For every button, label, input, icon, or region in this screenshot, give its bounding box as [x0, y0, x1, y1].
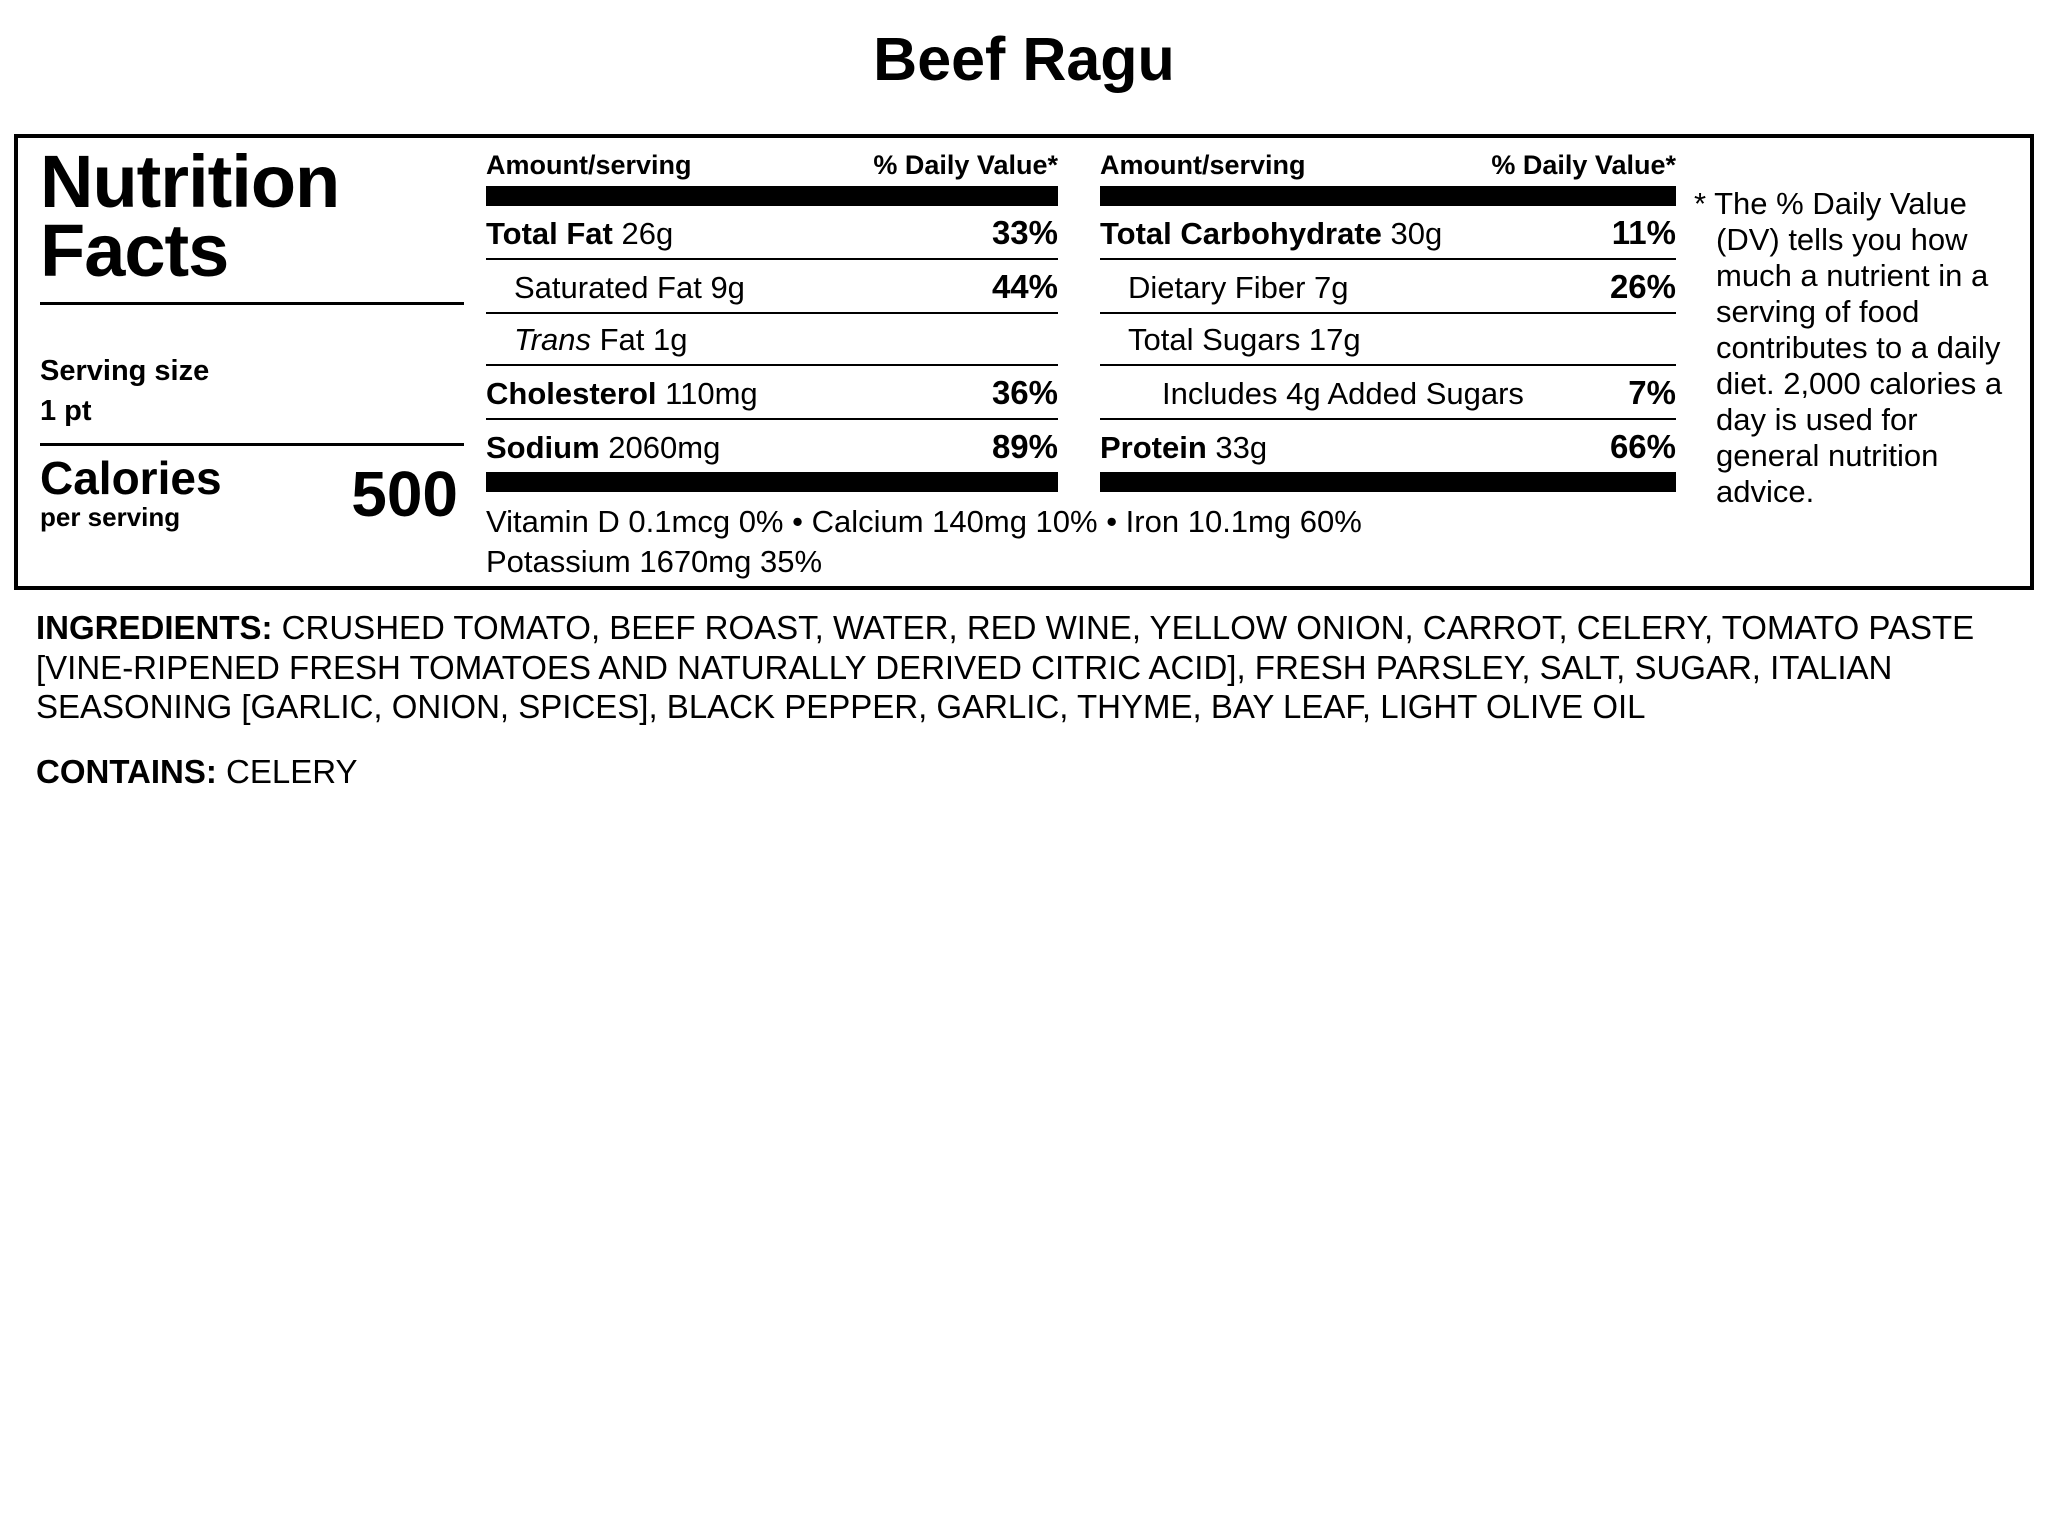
nutrient-name: Total Sugars 17g	[1128, 322, 1361, 358]
nutrient-name: Cholesterol 110mg	[486, 376, 758, 412]
column-header	[1100, 142, 1676, 181]
column-header	[486, 142, 1058, 181]
micronutrients	[486, 502, 1676, 581]
divider	[40, 443, 464, 446]
nutrition-facts-summary	[40, 142, 464, 582]
nutrient-name: Saturated Fat 9g	[514, 270, 745, 306]
thick-divider-bar	[1100, 186, 1676, 206]
nutrient-row	[1100, 420, 1676, 472]
nutrient-name: Total Fat 26g	[486, 216, 674, 252]
ingredients-text: CRUSHED TOMATO, BEEF ROAST, WATER, RED WINE, YELLOW ONION, CARROT, CELERY, TOMATO PASTE [VINE-RIPENED FRESH TOMATOES AND NATURALLY DERIVED CITRIC ACID], FRESH PARSLEY, SALT, SUGAR, ITALIAN SEASONING [GARLIC, ONION, SPICES], BLACK PEPPER, GARLIC, THYME, BAY LEAF, LIGHT OLIVE OIL	[36, 609, 1975, 726]
nutrient-daily-value: 33%	[991, 214, 1058, 252]
nutrient-name: Dietary Fiber 7g	[1128, 270, 1349, 306]
amount-serving-header: Amount/serving	[486, 150, 692, 181]
nutrition-facts-panel	[14, 134, 2034, 590]
nutrient-name: Sodium 2060mg	[486, 430, 721, 466]
contains-label: CONTAINS:	[36, 752, 217, 790]
nutrient-columns	[486, 142, 1676, 492]
micronutrients-line-1: Vitamin D 0.1mcg 0% • Calcium 140mg 10% • Iron 10.1mg 60%	[486, 504, 1362, 540]
nutrient-row	[486, 366, 1058, 420]
nutrient-name: Protein 33g	[1100, 430, 1268, 466]
nutrition-facts-heading: Nutrition Facts	[40, 140, 340, 292]
product-title: Beef Ragu	[873, 25, 1175, 93]
nutrient-column-1	[486, 142, 1058, 492]
nutrient-row	[486, 314, 1058, 366]
nutrient-rows	[486, 206, 1058, 472]
calories-label: Calories	[40, 451, 222, 504]
serving-size-label: Serving size	[40, 354, 210, 387]
nutrient-row	[1100, 314, 1676, 366]
divider	[40, 302, 464, 305]
daily-value-header: % Daily Value*	[873, 150, 1058, 181]
nutrient-columns-area	[486, 142, 1676, 582]
nutrient-daily-value: 44%	[991, 268, 1058, 306]
contains	[36, 753, 2006, 791]
calories-label-block	[40, 451, 222, 533]
nutrient-daily-value: 26%	[1609, 268, 1676, 306]
nutrient-name: Trans Fat 1g	[514, 322, 688, 358]
calories-row	[40, 451, 464, 533]
nutrient-row	[486, 206, 1058, 260]
calories-value: 500	[351, 457, 458, 530]
nutrient-row	[1100, 366, 1676, 420]
calories-sublabel: per serving	[40, 502, 181, 533]
daily-value-header: % Daily Value*	[1491, 150, 1676, 181]
daily-value-footnote: * The % Daily Value (DV) tells you how much a nutrient in a serving of food contributes to a daily diet. 2,000 calories a day is used for general nutrition advice.	[1694, 186, 2003, 509]
contains-text: CELERY	[216, 752, 358, 790]
amount-serving-header: Amount/serving	[1100, 150, 1306, 181]
nutrient-name: Includes 4g Added Sugars	[1162, 376, 1524, 412]
nutrient-daily-value: 36%	[991, 374, 1058, 412]
ingredients	[36, 608, 2006, 727]
nutrient-daily-value: 66%	[1609, 428, 1676, 466]
nutrient-row	[486, 420, 1058, 472]
thick-divider-bar	[486, 472, 1058, 492]
micronutrients-line-2: Potassium 1670mg 35%	[486, 543, 823, 579]
serving-size-value: 1 pt	[40, 394, 92, 427]
nutrient-daily-value: 11%	[1611, 214, 1676, 252]
nutrient-rows	[1100, 206, 1676, 472]
thick-divider-bar	[1100, 472, 1676, 492]
nutrient-name: Total Carbohydrate 30g	[1100, 216, 1443, 252]
nutrient-row	[1100, 206, 1676, 260]
nutrient-row	[486, 260, 1058, 314]
thick-divider-bar	[486, 186, 1058, 206]
nutrient-column-2	[1100, 142, 1676, 492]
nutrient-daily-value: 89%	[991, 428, 1058, 466]
nutrient-daily-value: 7%	[1628, 374, 1676, 412]
serving-size-block	[40, 351, 464, 431]
ingredients-label: INGREDIENTS:	[36, 609, 273, 647]
nutrient-row	[1100, 260, 1676, 314]
